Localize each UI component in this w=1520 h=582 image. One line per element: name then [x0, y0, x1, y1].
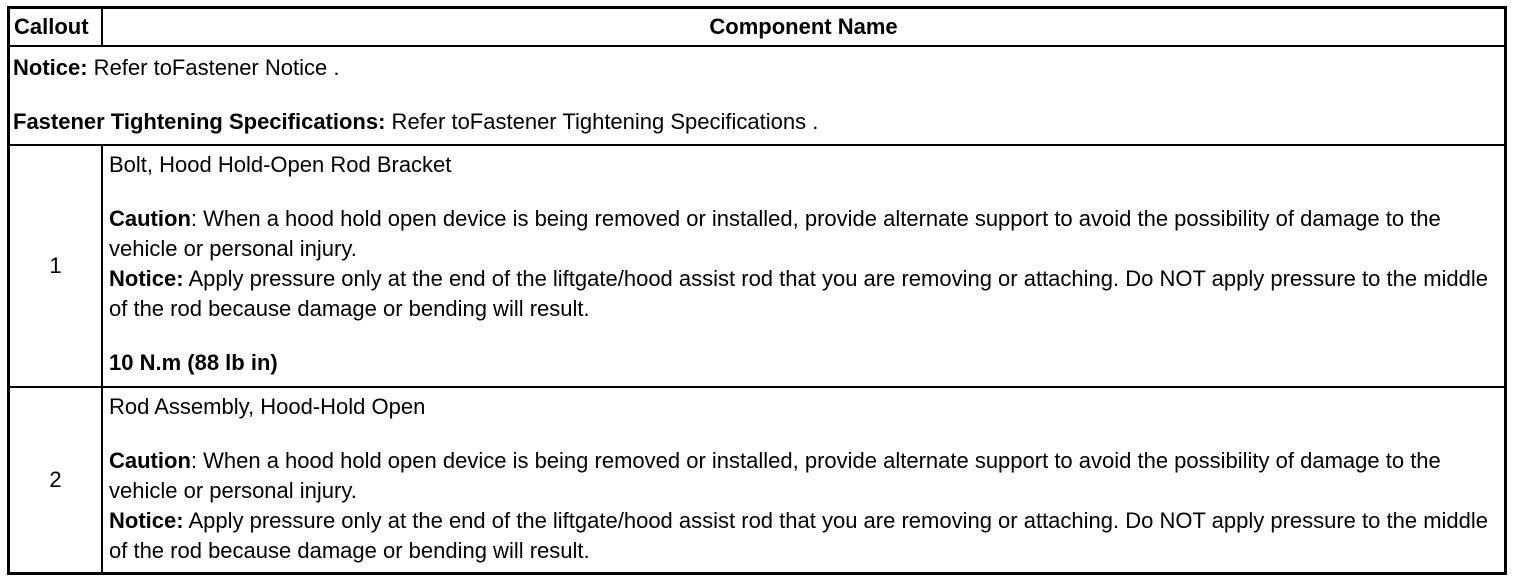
- caution-text: [109, 204, 1498, 264]
- notice-text: [109, 264, 1498, 324]
- torque-spec: 10 N.m (88 lb in): [109, 350, 278, 375]
- notice-body: Apply pressure only at the end of the liftgate/hood assist rod that you are removing or attaching. Do NOT apply pressure to the middle of the rod because damage or bending will result.: [109, 266, 1488, 321]
- callout-number: 2: [10, 388, 103, 572]
- notice-label: Notice:: [109, 266, 184, 291]
- general-notice-cell: [10, 47, 1504, 144]
- tightening-spec-notice: [13, 107, 1501, 137]
- caution-body: : When a hood hold open device is being removed or installed, provide alternate support to avoid the possibility of damage to the vehicle or personal injury.: [109, 206, 1441, 261]
- component-cell: [103, 388, 1504, 572]
- component-name-header: Component Name: [709, 14, 898, 39]
- caution-label: Caution: [109, 448, 191, 473]
- notice-label: Notice:: [109, 508, 184, 533]
- table-row: [10, 388, 1504, 572]
- component-table: [7, 6, 1507, 575]
- notice-text: Refer toFastener Notice .: [87, 55, 340, 80]
- notice-text: [109, 506, 1498, 566]
- callout-header: Callout: [10, 9, 103, 45]
- caution-body: : When a hood hold open device is being removed or installed, provide alternate support to avoid the possibility of damage to the vehicle or personal injury.: [109, 448, 1441, 503]
- component-name: Rod Assembly, Hood-Hold Open: [109, 394, 426, 419]
- notice-body: Apply pressure only at the end of the liftgate/hood assist rod that you are removing or attaching. Do NOT apply pressure to the middle of the rod because damage or bending will result.: [109, 508, 1488, 563]
- spec-label: Fastener Tightening Specifications:: [13, 109, 386, 134]
- general-notice-row: [10, 47, 1504, 146]
- table-row: [10, 146, 1504, 388]
- fastener-notice: [13, 53, 1501, 83]
- notice-label: Notice:: [13, 55, 88, 80]
- spec-text: Refer toFastener Tightening Specifications .: [385, 109, 819, 134]
- component-name: Bolt, Hood Hold-Open Rod Bracket: [109, 152, 452, 177]
- table-header-row: [10, 9, 1504, 47]
- caution-label: Caution: [109, 206, 191, 231]
- component-cell: [103, 146, 1504, 386]
- caution-text: [109, 446, 1498, 506]
- callout-number: 1: [10, 146, 103, 386]
